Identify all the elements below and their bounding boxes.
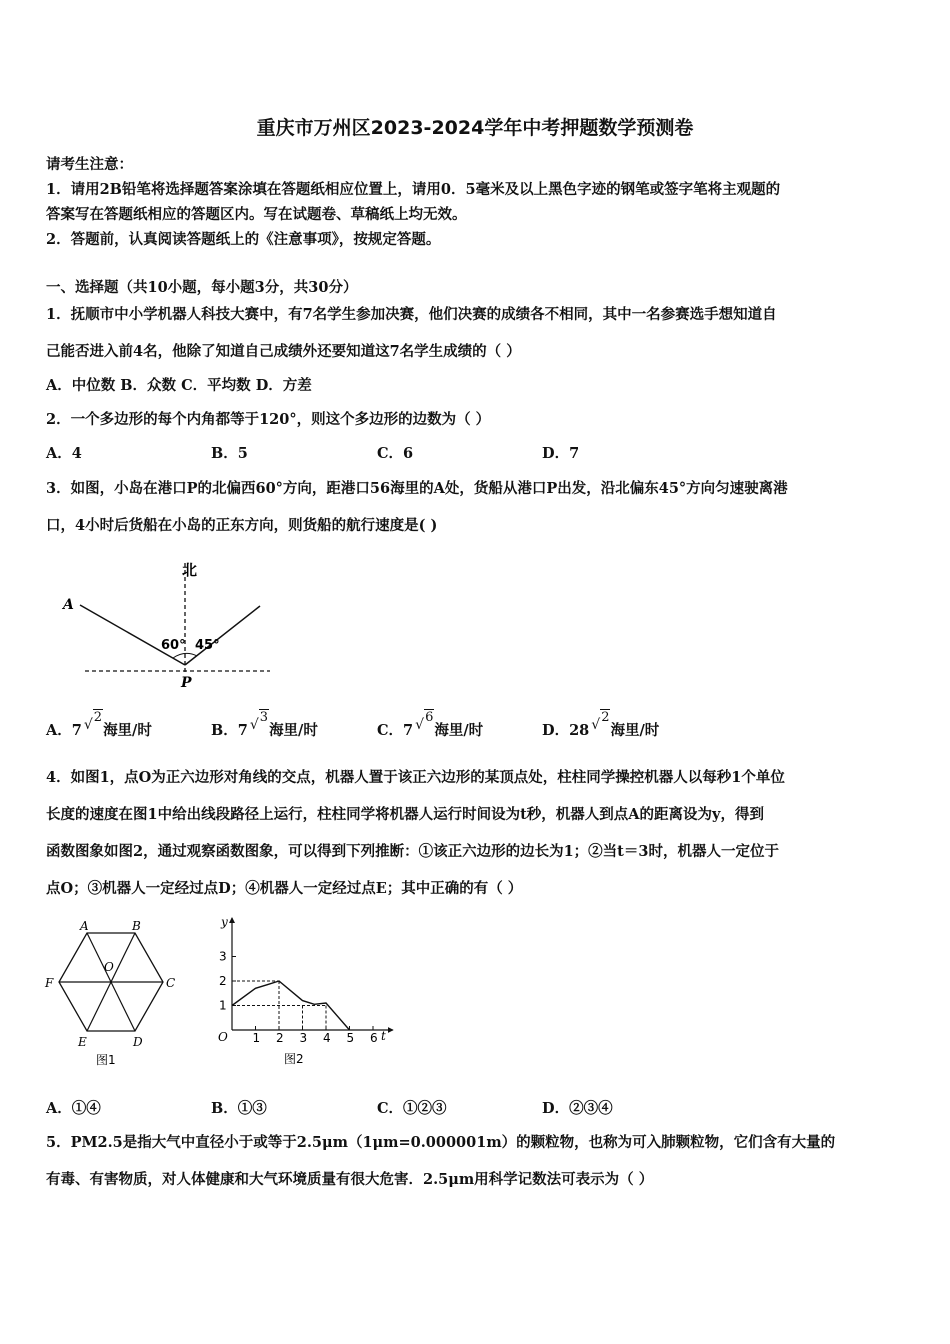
q4-text: 函数图象如图2，通过观察函数图象，可以得到下列推断：①该正六边形的边长为1；②当t＝3时，机器人一定位于 (46, 843, 779, 860)
q1-text: 己能否进入前4名，他除了知道自己成绩外还要知道这7名学生成绩的（ ） (46, 343, 521, 360)
radicand: 3 (259, 710, 269, 725)
option-unit: 海里/时 (269, 722, 318, 739)
q3-option-b (211, 710, 318, 740)
point-p-label: P (181, 675, 192, 691)
option-label: B． (211, 722, 238, 739)
q3-text: 口，4小时后货船在小岛的正东方向，则货船的航行速度是( ) (46, 517, 438, 534)
y-tick-label: 2 (219, 974, 227, 988)
option-label: C． (377, 722, 404, 739)
vertex-a-label: A (80, 919, 89, 933)
option-unit: 海里/时 (610, 722, 660, 739)
q5-text: 有毒、有害物质，对人体健康和大气环境质量有很大危害．2.5μm用科学记数法可表示为（ ） (46, 1171, 654, 1188)
option-unit: 海里/时 (434, 722, 484, 739)
x-tick-label: 2 (276, 1031, 284, 1045)
y-tick-label: 1 (219, 998, 227, 1013)
q4-option-b: B．①③ (211, 1100, 267, 1117)
t-axis-label: t (381, 1029, 386, 1043)
option-unit: 海里/时 (103, 722, 152, 739)
sqrt-symbol: √2 (591, 710, 610, 733)
q4-option-d: D．②③④ (542, 1100, 613, 1117)
figure-1-caption: 图1 (96, 1053, 116, 1067)
radicand: 2 (601, 710, 610, 725)
q2-option-b: B．5 (211, 445, 248, 462)
vertex-c-label: C (166, 976, 176, 990)
notice-item: 2．答题前，认真阅读答题纸上的《注意事项》，按规定答题。 (46, 231, 441, 248)
q3-text: 3．如图，小岛在港口P的北偏西60°方向，距港口56海里的A处，货船从港口P出发，沿北偏东45°方向匀速驶离港 (46, 480, 788, 497)
q4-figure-2 (210, 912, 400, 1072)
option-coef: 7 (71, 722, 82, 739)
q3-option-c (377, 710, 484, 740)
figure-2-caption: 图2 (284, 1052, 304, 1066)
center-o-label: O (104, 960, 114, 974)
option-label: D． (542, 722, 570, 739)
point-a-label: A (63, 597, 74, 613)
notice-heading: 请考生注意： (46, 156, 133, 173)
q3-diagram (55, 553, 285, 693)
vertex-f-label: F (45, 976, 54, 990)
q4-option-c: C．①②③ (377, 1100, 447, 1117)
sqrt-symbol: √3 (249, 710, 269, 733)
q4-text: 长度的速度在图1中给出线段路径上运行，柱柱同学将机器人运行时间设为t秒，机器人到点A的距离设为y，得到 (46, 806, 764, 823)
q3-option-d (542, 710, 660, 740)
option-coef: 7 (237, 722, 248, 739)
origin-label: O (218, 1030, 228, 1044)
sqrt-symbol: √6 (415, 710, 434, 733)
q2-option-c: C．6 (377, 445, 414, 462)
radicand: 2 (93, 710, 103, 725)
section-heading: 一、选择题（共10小题，每小题3分，共30分） (46, 279, 358, 296)
angle-45-label: 45° (195, 638, 220, 653)
chart-axes (219, 918, 393, 1045)
radicand: 6 (425, 710, 434, 725)
q3-option-a (46, 710, 152, 740)
option-coef: 7 (403, 722, 414, 739)
q4-text: 点O；③机器人一定经过点D；④机器人一定经过点E；其中正确的有（ ） (46, 880, 523, 897)
x-tick-label: 6 (370, 1031, 378, 1045)
y-tick-label: 3 (219, 949, 227, 964)
notice-item: 1．请用2B铅笔将选择题答案涂填在答题纸相应位置上，请用0．5毫米及以上黑色字迹的钢笔或签字笔将主观题的 (46, 181, 781, 198)
q2-text: 2．一个多边形的每个内角都等于120°，则这个多边形的边数为（ ） (46, 411, 491, 428)
page-title: 重庆市万州区2023-2024学年中考押题数学预测卷 (256, 117, 694, 139)
north-label: 北 (182, 561, 198, 579)
q2-option-d: D．7 (542, 445, 580, 462)
sqrt-symbol: √2 (83, 710, 103, 733)
x-tick-label: 1 (252, 1031, 261, 1045)
q5-text: 5．PM2.5是指大气中直径小于或等于2.5μm（1μm=0.000001m）的颗粒物，也称为可入肺颗粒物，它们含有大量的 (46, 1134, 836, 1151)
q2-option-a: A．4 (46, 445, 82, 462)
option-label: A． (46, 722, 72, 739)
x-tick-label: 3 (299, 1031, 308, 1045)
vertex-e-label: E (78, 1035, 87, 1049)
q1-options: A．中位数 B．众数 C．平均数 D．方差 (46, 377, 312, 394)
notice-item: 答案写在答题纸相应的答题区内。写在试题卷、草稿纸上均无效。 (46, 206, 467, 223)
vertex-b-label: B (132, 919, 141, 933)
q4-figure-1 (40, 915, 190, 1075)
x-tick-label: 5 (346, 1031, 355, 1045)
q4-option-a: A．①④ (46, 1100, 101, 1117)
angle-60-label: 60° (161, 638, 186, 653)
line-pa (80, 605, 185, 665)
x-tick-label: 4 (323, 1031, 331, 1045)
q1-text: 1．抚顺市中小学机器人科技大赛中，有7名学生参加决赛，他们决赛的成绩各不相同，其中一名参赛选手想知道自 (46, 306, 777, 323)
y-axis-label: y (221, 915, 228, 929)
q4-text: 4．如图1，点O为正六边形对角线的交点，机器人置于该正六边形的某顶点处，柱柱同学操控机器人以每秒1个单位 (46, 769, 785, 786)
vertex-d-label: D (133, 1035, 143, 1049)
option-coef: 28 (569, 722, 590, 739)
